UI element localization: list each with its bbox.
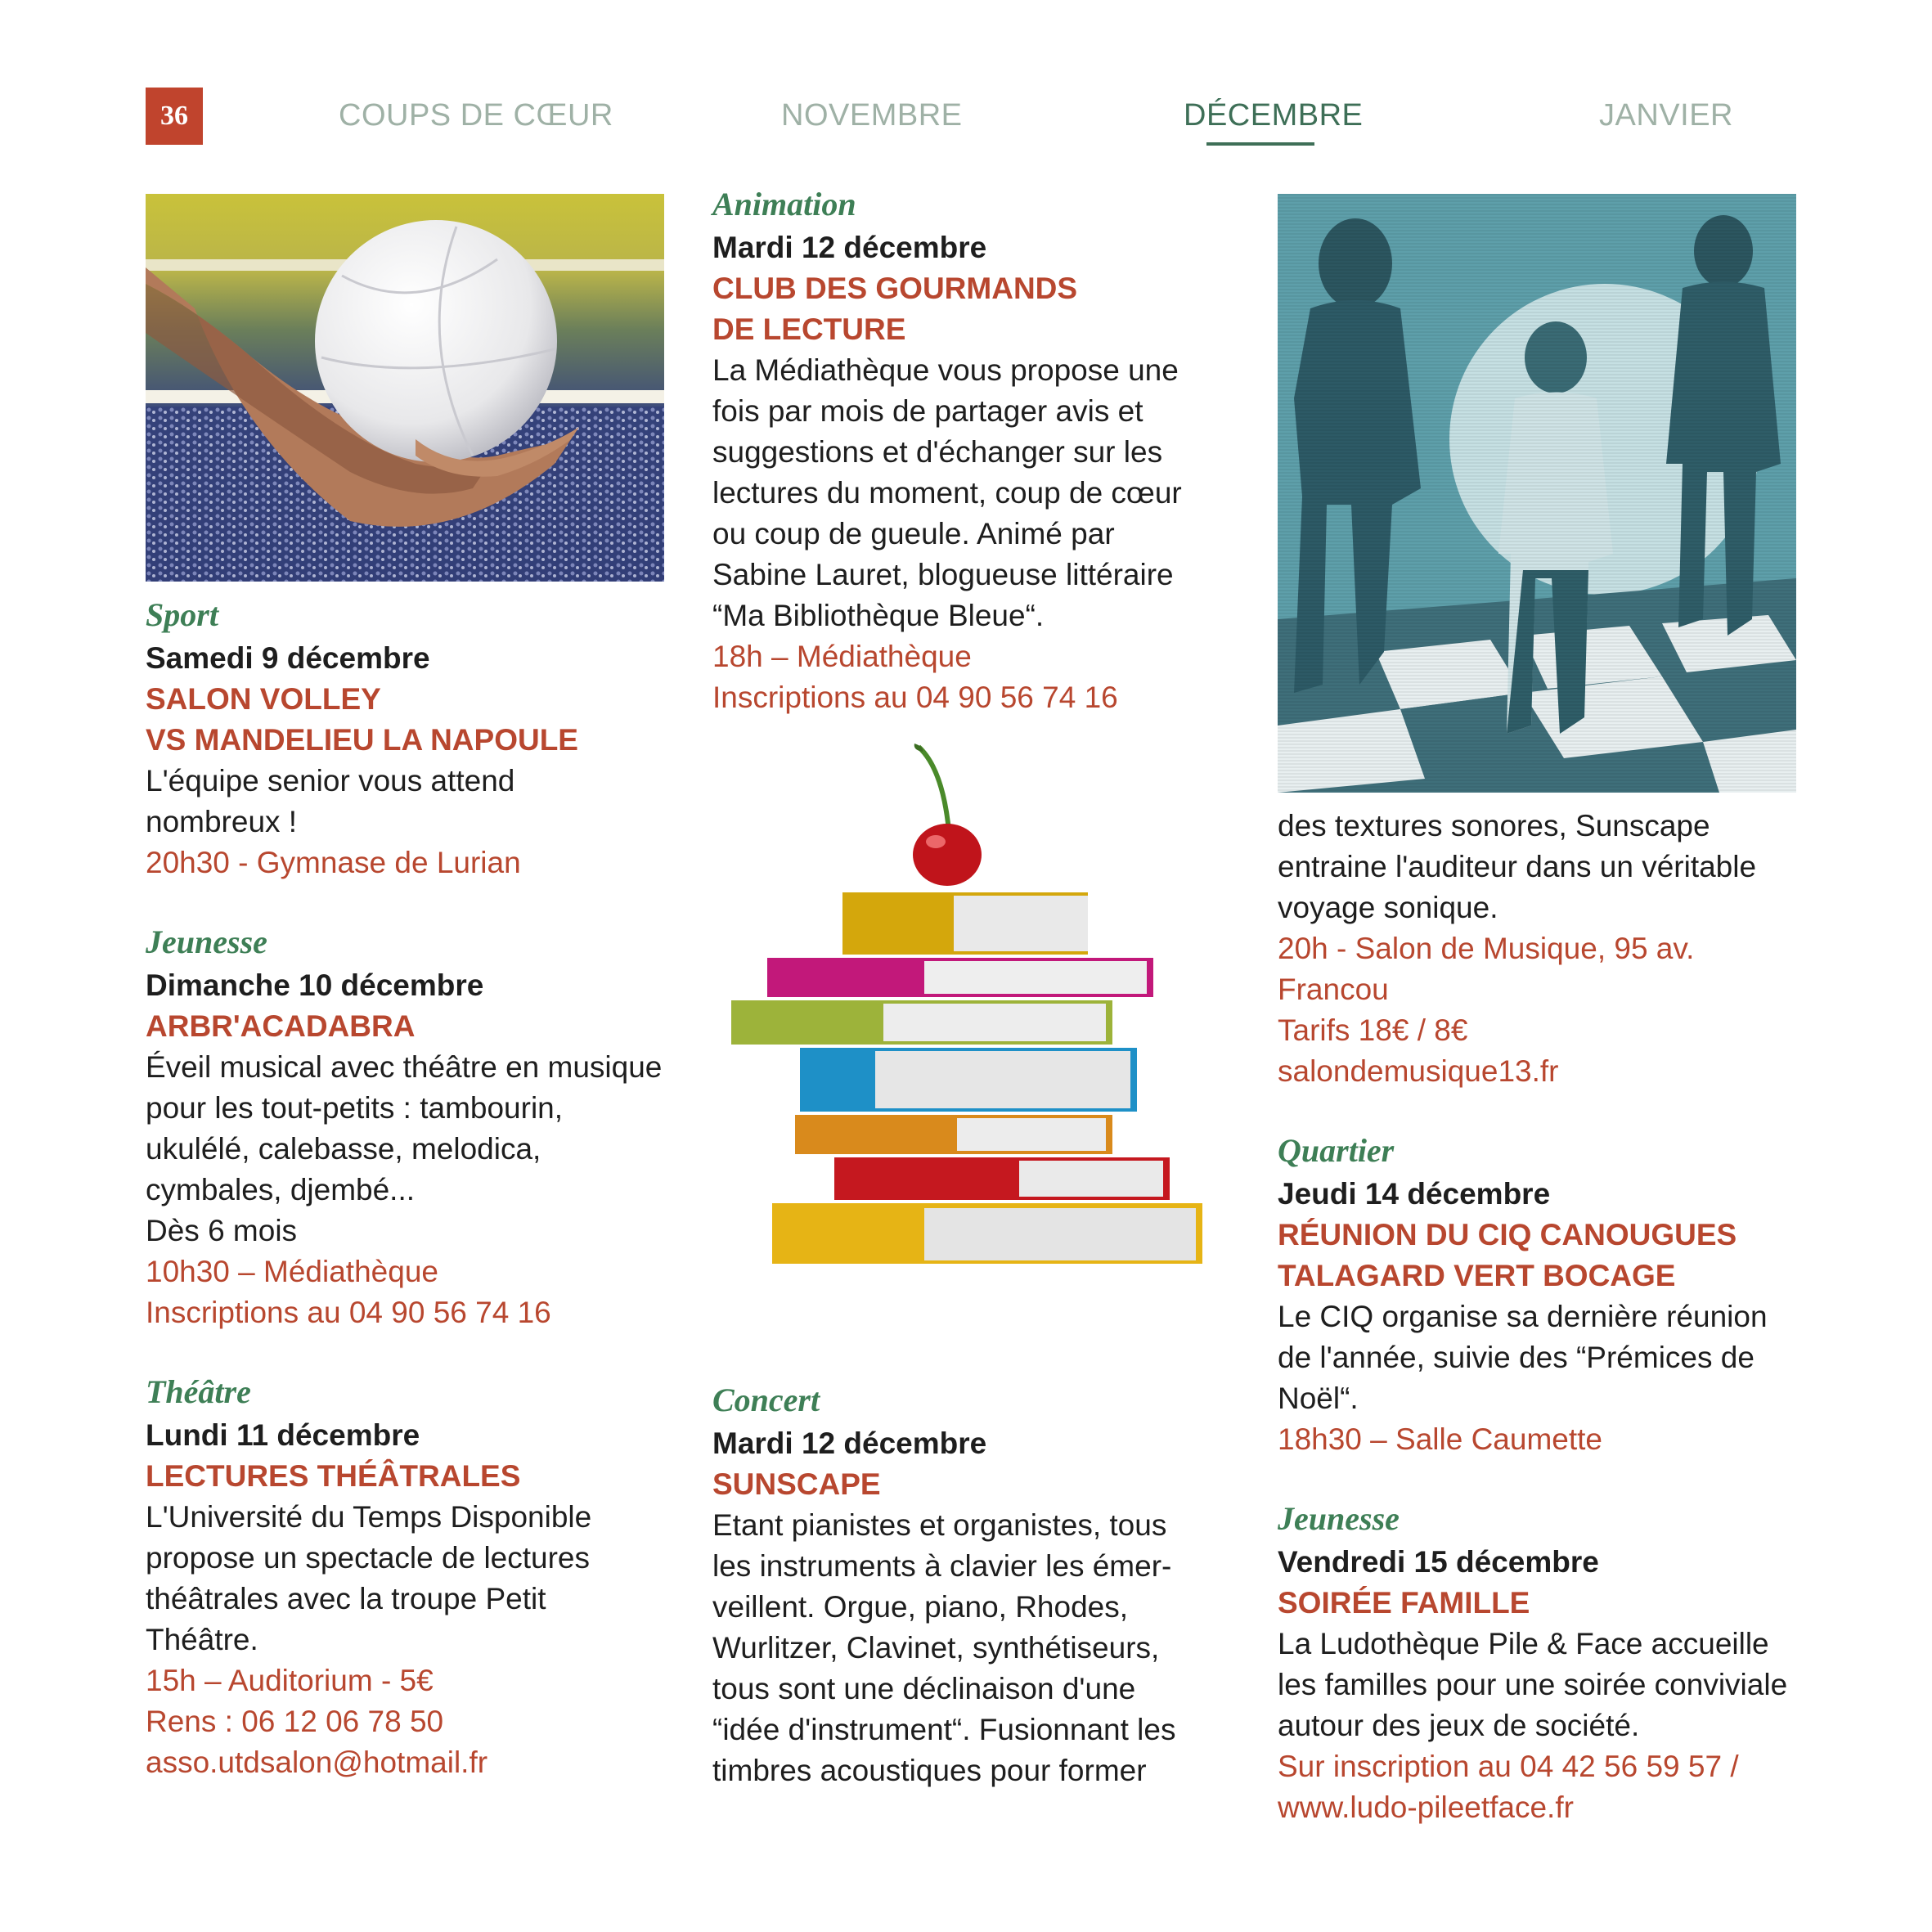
event-title: DE LECTURE [712, 312, 906, 346]
event-text: La Ludothèque Pile & Face accueille [1278, 1627, 1769, 1660]
event-title: SALON VOLLEY [146, 682, 381, 716]
event-phone-link[interactable]: Inscriptions au 04 90 56 74 16 [712, 681, 1118, 714]
event-phone-link[interactable]: Inscriptions au 04 90 56 74 16 [146, 1296, 551, 1329]
event-text: Éveil musical avec théâtre en musique [146, 1050, 663, 1084]
category-jeunesse: Jeunesse [146, 923, 267, 960]
sunscape-band-photo [1278, 194, 1796, 793]
event-info: 15h – Auditorium - 5€ [146, 1664, 434, 1697]
event-info: 10h30 – Médiathèque [146, 1255, 438, 1288]
books-cherry-illustration [728, 740, 1211, 1264]
event-text: autour des jeux de société. [1278, 1709, 1640, 1742]
column-middle-top [712, 186, 1236, 718]
event-date: Dimanche 10 décembre [146, 968, 484, 1002]
page-number: 36 [146, 88, 203, 145]
event-text: Dès 6 mois [146, 1214, 298, 1247]
event-text: tous sont une déclinaison d'une [712, 1672, 1136, 1705]
event-text: Noël“. [1278, 1382, 1359, 1415]
column-right [1278, 806, 1801, 1828]
event-text: veillent. Orgue, piano, Rhodes, [712, 1590, 1129, 1624]
nav-janvier[interactable]: JANVIER [1599, 98, 1733, 133]
column-left [146, 597, 669, 1783]
event-text: voyage sonique. [1278, 891, 1498, 924]
event-text: lectures du moment, coup de cœur [712, 476, 1182, 510]
category-animation: Animation [712, 186, 856, 222]
event-text: théâtrales avec la troupe Petit [146, 1582, 546, 1615]
event-text: “Ma Bibliothèque Bleue“. [712, 599, 1045, 632]
nav-decembre[interactable]: DÉCEMBRE [1184, 98, 1364, 133]
event-text: Le CIQ organise sa dernière réunion [1278, 1300, 1768, 1333]
column-middle-bottom [712, 1382, 1236, 1791]
event-title: TALAGARD VERT BOCAGE [1278, 1259, 1676, 1292]
event-text: La Médiathèque vous propose une [712, 353, 1179, 387]
event-text: nombreux ! [146, 805, 298, 838]
event-info: 20h - Salon de Musique, 95 av. Francou [1278, 932, 1695, 1006]
event-title: SUNSCAPE [712, 1467, 881, 1501]
event-text: Wurlitzer, Clavinet, synthétiseurs, [712, 1631, 1160, 1665]
event-text: entraine l'auditeur dans un véritable [1278, 850, 1757, 883]
event-phone-link[interactable]: Sur inscription au 04 42 56 59 57 / [1278, 1750, 1739, 1783]
event-title: SOIRÉE FAMILLE [1278, 1586, 1530, 1620]
event-text: Etant pianistes et organistes, tous [712, 1508, 1167, 1542]
event-date: Jeudi 14 décembre [1278, 1177, 1551, 1211]
event-date: Mardi 12 décembre [712, 1427, 987, 1460]
event-text: Théâtre. [146, 1623, 258, 1656]
event-text: cymbales, djembé... [146, 1173, 416, 1206]
event-date: Samedi 9 décembre [146, 641, 430, 675]
event-text: Sabine Lauret, blogueuse littéraire [712, 558, 1174, 591]
event-text: des textures sonores, Sunscape [1278, 809, 1710, 842]
event-info: 20h30 - Gymnase de Lurian [146, 846, 521, 879]
event-phone-link[interactable]: Rens : 06 12 06 78 50 [146, 1705, 444, 1738]
event-text: de l'année, suivie des “Prémices de [1278, 1341, 1755, 1374]
category-concert: Concert [712, 1382, 820, 1418]
event-info: Tarifs 18€ / 8€ [1278, 1013, 1468, 1047]
volleyball-photo [146, 194, 664, 582]
event-text: suggestions et d'échanger sur les [712, 435, 1163, 469]
event-info: 18h30 – Salle Caumette [1278, 1422, 1602, 1456]
event-date: Vendredi 15 décembre [1278, 1545, 1599, 1579]
category-jeunesse: Jeunesse [1278, 1500, 1400, 1537]
event-title: RÉUNION DU CIQ CANOUGUES [1278, 1218, 1737, 1251]
event-title: ARBR'ACADABRA [146, 1009, 416, 1043]
event-text: L'Université du Temps Disponible [146, 1500, 592, 1534]
event-website-link[interactable]: salondemusique13.fr [1278, 1054, 1559, 1088]
event-email-link[interactable]: asso.utdsalon@hotmail.fr [146, 1746, 488, 1779]
event-title: VS MANDELIEU LA NAPOULE [146, 723, 578, 757]
event-text: ukulélé, calebasse, melodica, [146, 1132, 541, 1166]
event-title: LECTURES THÉÂTRALES [146, 1459, 521, 1493]
event-text: propose un spectacle de lectures [146, 1541, 591, 1575]
category-sport: Sport [146, 596, 218, 633]
event-text: pour les tout-petits : tambourin, [146, 1091, 564, 1125]
nav-active-underline [1206, 142, 1314, 146]
nav-coups-de-coeur[interactable]: COUPS DE CŒUR [339, 98, 613, 133]
event-text: ou coup de gueule. Animé par [712, 517, 1115, 550]
event-text: les familles pour une soirée conviviale [1278, 1668, 1788, 1701]
event-text: fois par mois de partager avis et [712, 394, 1143, 428]
nav-novembre[interactable]: NOVEMBRE [781, 98, 963, 133]
event-date: Lundi 11 décembre [146, 1418, 420, 1452]
event-text: les instruments à clavier les émer- [712, 1549, 1172, 1583]
event-date: Mardi 12 décembre [712, 231, 987, 264]
event-text: L'équipe senior vous attend [146, 764, 515, 798]
event-text: timbres acoustiques pour former [712, 1754, 1147, 1787]
event-website-link[interactable]: www.ludo-pileetface.fr [1278, 1790, 1574, 1824]
event-info: 18h – Médiathèque [712, 640, 972, 673]
event-text: “idée d'instrument“. Fusionnant les [712, 1713, 1176, 1746]
category-theatre: Théâtre [146, 1373, 251, 1410]
category-quartier: Quartier [1278, 1132, 1395, 1169]
event-title: CLUB DES GOURMANDS [712, 272, 1078, 305]
